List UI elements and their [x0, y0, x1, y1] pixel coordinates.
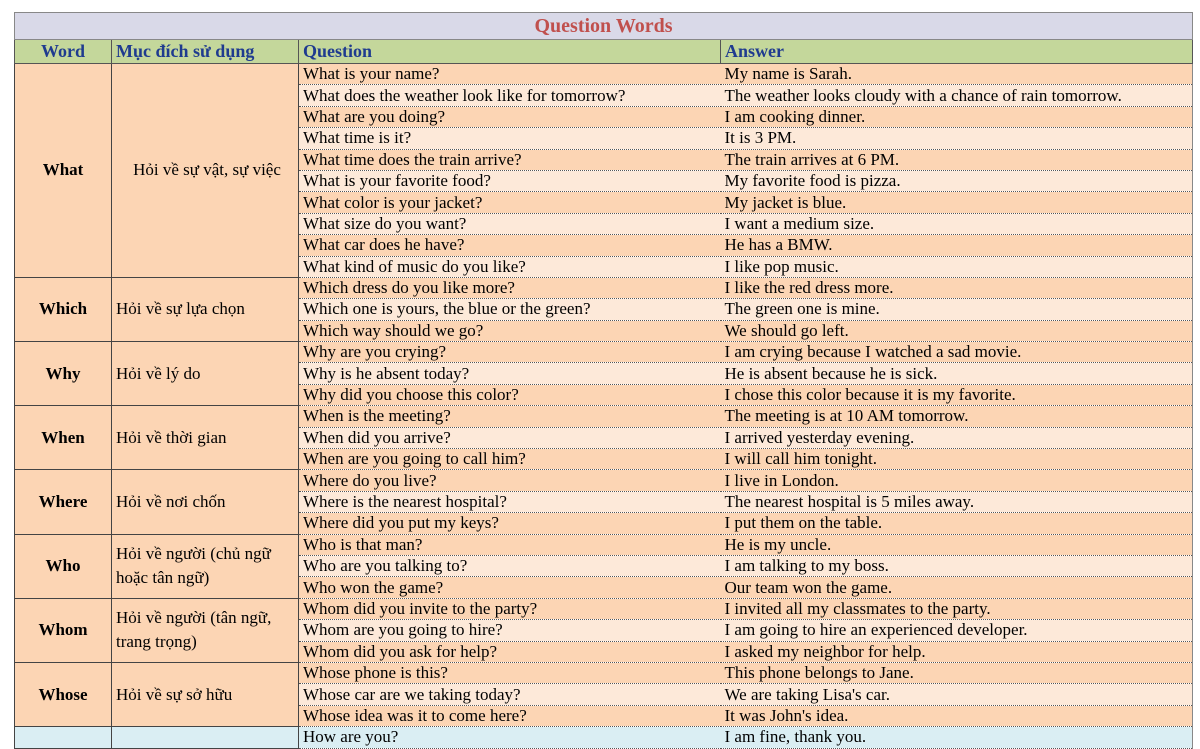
question-cell: Who are you talking to? — [299, 555, 721, 576]
question-cell: Who is that man? — [299, 534, 721, 555]
answer-cell: Our team won the game. — [721, 577, 1193, 598]
question-word-cell: What — [15, 64, 112, 278]
question-cell: How are you? — [299, 727, 721, 748]
question-cell: Whom did you ask for help? — [299, 641, 721, 662]
answer-cell: I am going to hire an experienced developer. — [721, 620, 1193, 641]
question-cell: Why are you crying? — [299, 342, 721, 363]
question-cell: Where do you live? — [299, 470, 721, 491]
answer-cell: I am crying because I watched a sad movie. — [721, 342, 1193, 363]
answer-cell: The green one is mine. — [721, 299, 1193, 320]
table-row — [15, 342, 1193, 363]
answer-cell: We should go left. — [721, 320, 1193, 341]
answer-cell: He is absent because he is sick. — [721, 363, 1193, 384]
question-cell: Where did you put my keys? — [299, 513, 721, 534]
question-cell: Whom are you going to hire? — [299, 620, 721, 641]
header-question: Question — [299, 40, 721, 64]
question-cell: What size do you want? — [299, 213, 721, 234]
table-row — [15, 406, 1193, 427]
purpose-cell: Hỏi về người (tân ngữ, trang trọng) — [112, 598, 299, 662]
answer-cell: My favorite food is pizza. — [721, 170, 1193, 191]
purpose-cell: Hỏi về thời gian — [112, 406, 299, 470]
question-word-cell: Whom — [15, 598, 112, 662]
question-cell: What is your favorite food? — [299, 170, 721, 191]
answer-cell: My name is Sarah. — [721, 64, 1193, 85]
question-words-table — [14, 12, 1193, 749]
answer-cell: I like the red dress more. — [721, 277, 1193, 298]
answer-cell: It is 3 PM. — [721, 128, 1193, 149]
answer-cell: I will call him tonight. — [721, 449, 1193, 470]
question-cell: Which dress do you like more? — [299, 277, 721, 298]
question-cell: When are you going to call him? — [299, 449, 721, 470]
answer-cell: I want a medium size. — [721, 213, 1193, 234]
question-word-cell: Whose — [15, 662, 112, 726]
table-row — [15, 470, 1193, 491]
question-word-cell: Where — [15, 470, 112, 534]
purpose-cell: Hỏi về sự lựa chọn — [112, 277, 299, 341]
header-answer: Answer — [721, 40, 1193, 64]
question-cell: When is the meeting? — [299, 406, 721, 427]
question-cell: What time is it? — [299, 128, 721, 149]
answer-cell: I like pop music. — [721, 256, 1193, 277]
question-cell: Whose car are we taking today? — [299, 684, 721, 705]
question-cell: When did you arrive? — [299, 427, 721, 448]
answer-cell: We are taking Lisa's car. — [721, 684, 1193, 705]
answer-cell: He has a BMW. — [721, 235, 1193, 256]
answer-cell: I put them on the table. — [721, 513, 1193, 534]
question-cell: Where is the nearest hospital? — [299, 491, 721, 512]
question-word-cell — [15, 727, 112, 748]
question-cell: What car does he have? — [299, 235, 721, 256]
question-cell: What time does the train arrive? — [299, 149, 721, 170]
purpose-cell: Hỏi về người (chủ ngữ hoặc tân ngữ) — [112, 534, 299, 598]
purpose-cell: Hỏi về sự vật, sự việc — [112, 64, 299, 278]
answer-cell: It was John's idea. — [721, 705, 1193, 726]
question-word-cell: When — [15, 406, 112, 470]
question-cell: Which one is yours, the blue or the green? — [299, 299, 721, 320]
question-word-cell: Which — [15, 277, 112, 341]
answer-cell: I am fine, thank you. — [721, 727, 1193, 748]
question-cell: What does the weather look like for tomorrow? — [299, 85, 721, 106]
table-title: Question Words — [15, 13, 1193, 40]
question-cell: Whom did you invite to the party? — [299, 598, 721, 619]
question-cell: Who won the game? — [299, 577, 721, 598]
table-row — [15, 277, 1193, 298]
question-cell: What color is your jacket? — [299, 192, 721, 213]
question-cell: Why did you choose this color? — [299, 384, 721, 405]
header-word: Word — [15, 40, 112, 64]
answer-cell: I am talking to my boss. — [721, 555, 1193, 576]
answer-cell: The train arrives at 6 PM. — [721, 149, 1193, 170]
purpose-cell: Hỏi về sự sở hữu — [112, 662, 299, 726]
answer-cell: I live in London. — [721, 470, 1193, 491]
question-cell: What kind of music do you like? — [299, 256, 721, 277]
table-row — [15, 727, 1193, 748]
answer-cell: I arrived yesterday evening. — [721, 427, 1193, 448]
purpose-cell: Hỏi về nơi chốn — [112, 470, 299, 534]
question-word-cell: Why — [15, 342, 112, 406]
answer-cell: He is my uncle. — [721, 534, 1193, 555]
answer-cell: The nearest hospital is 5 miles away. — [721, 491, 1193, 512]
answer-cell: I asked my neighbor for help. — [721, 641, 1193, 662]
question-cell: What is your name? — [299, 64, 721, 85]
answer-cell: My jacket is blue. — [721, 192, 1193, 213]
answer-cell: This phone belongs to Jane. — [721, 662, 1193, 683]
header-purpose: Mục đích sử dụng — [112, 40, 299, 64]
question-cell: Whose phone is this? — [299, 662, 721, 683]
answer-cell: I chose this color because it is my favorite. — [721, 384, 1193, 405]
table-row — [15, 64, 1193, 85]
table-row — [15, 534, 1193, 555]
question-word-cell: Who — [15, 534, 112, 598]
answer-cell: The weather looks cloudy with a chance of rain tomorrow. — [721, 85, 1193, 106]
table-row — [15, 662, 1193, 683]
table-body — [15, 64, 1193, 749]
question-cell: Which way should we go? — [299, 320, 721, 341]
purpose-cell — [112, 727, 299, 748]
purpose-cell: Hỏi về lý do — [112, 342, 299, 406]
table-row — [15, 598, 1193, 619]
question-cell: Why is he absent today? — [299, 363, 721, 384]
question-cell: Whose idea was it to come here? — [299, 705, 721, 726]
answer-cell: I invited all my classmates to the party. — [721, 598, 1193, 619]
answer-cell: I am cooking dinner. — [721, 106, 1193, 127]
question-cell: What are you doing? — [299, 106, 721, 127]
answer-cell: The meeting is at 10 AM tomorrow. — [721, 406, 1193, 427]
